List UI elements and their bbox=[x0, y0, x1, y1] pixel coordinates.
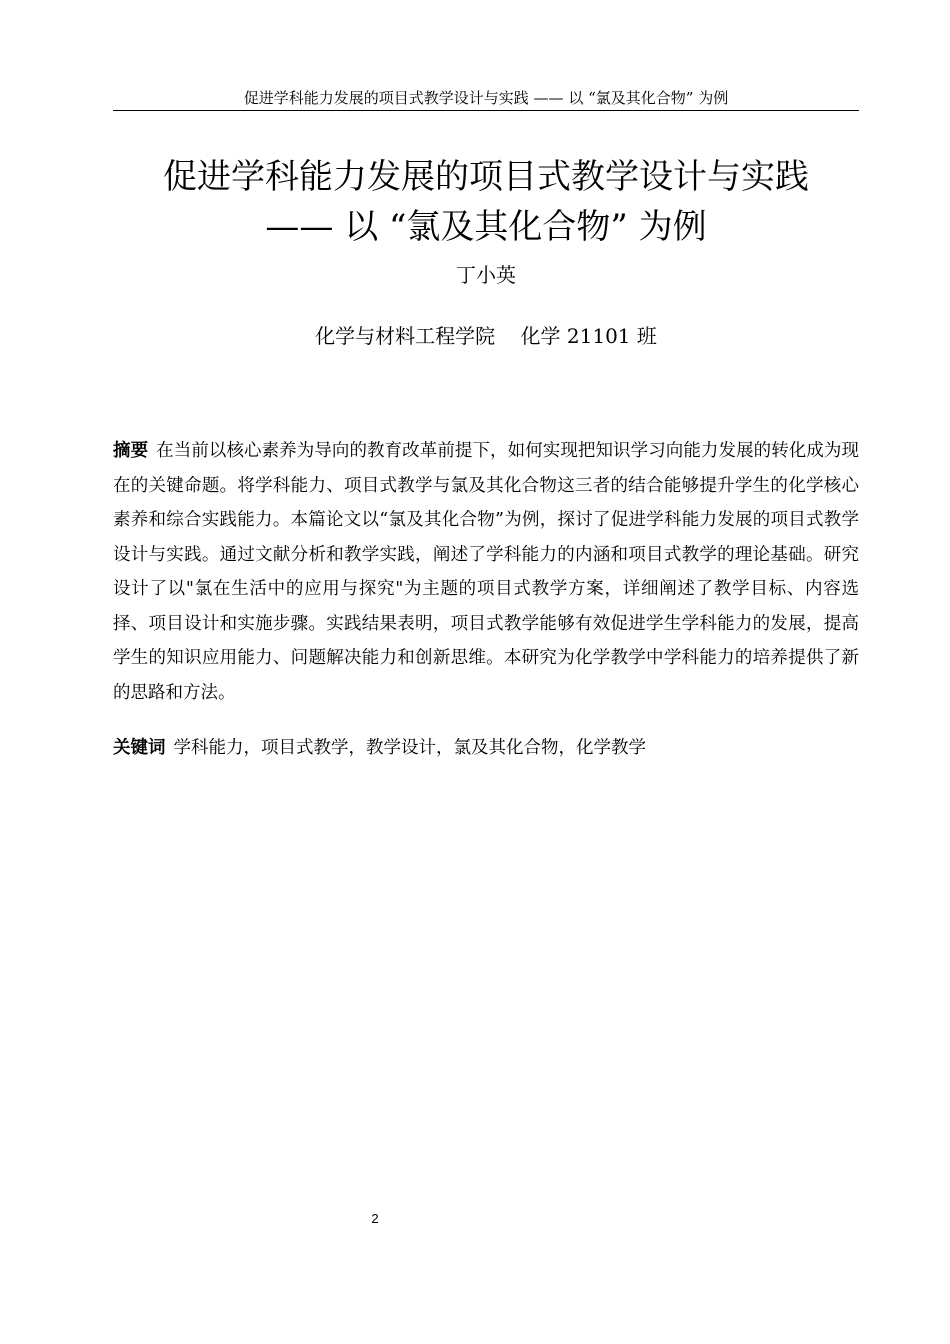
keywords-label: 关键词 bbox=[113, 738, 166, 758]
abstract-label: 摘要 bbox=[113, 441, 149, 461]
abstract-text: 在当前以核心素养为导向的教育改革前提下，如何实现把知识学习向能力发展的转化成为现在的关键命题。将学科能力、项目式教学与氯及其化合物这三者的结合能够提升学生的化学核心素养和综合实践能力。本篇论文以“氯及其化合物”为例，探讨了促进学科能力发展的项目式教学设计与实践。通过文献分析和教学实践，阐述了学科能力的内涵和项目式教学的理论基础。研究设计了以"氯在生活中的应用与探究"为主题的项目式教学方案，详细阐述了教学目标、内容选择、项目设计和实施步骤。实践结果表明，项目式教学能够有效促进学生学科能力的发展，提高学生的知识应用能力、问题解决能力和创新思维。本研究为化学教学中学科能力的培养提供了新的思路和方法。 bbox=[113, 441, 860, 703]
keywords-text: 学科能力，项目式教学，教学设计，氯及其化合物，化学教学 bbox=[173, 738, 646, 758]
header-rule bbox=[113, 110, 859, 111]
running-header: 促进学科能力发展的项目式教学设计与实践 —— 以 “氯及其化合物” 为例 bbox=[243, 89, 729, 107]
abstract-paragraph bbox=[113, 434, 859, 710]
keywords-paragraph bbox=[113, 731, 859, 766]
paper-title-line-1: 促进学科能力发展的项目式教学设计与实践 bbox=[163, 157, 809, 197]
author-name: 丁小英 bbox=[456, 263, 516, 287]
author-affiliation: 化学与材料工程学院 化学 21101 班 bbox=[315, 324, 657, 348]
page-number: 2 bbox=[371, 1211, 379, 1226]
paper-title-line-2: —— 以 “氯及其化合物” 为例 bbox=[265, 207, 707, 247]
